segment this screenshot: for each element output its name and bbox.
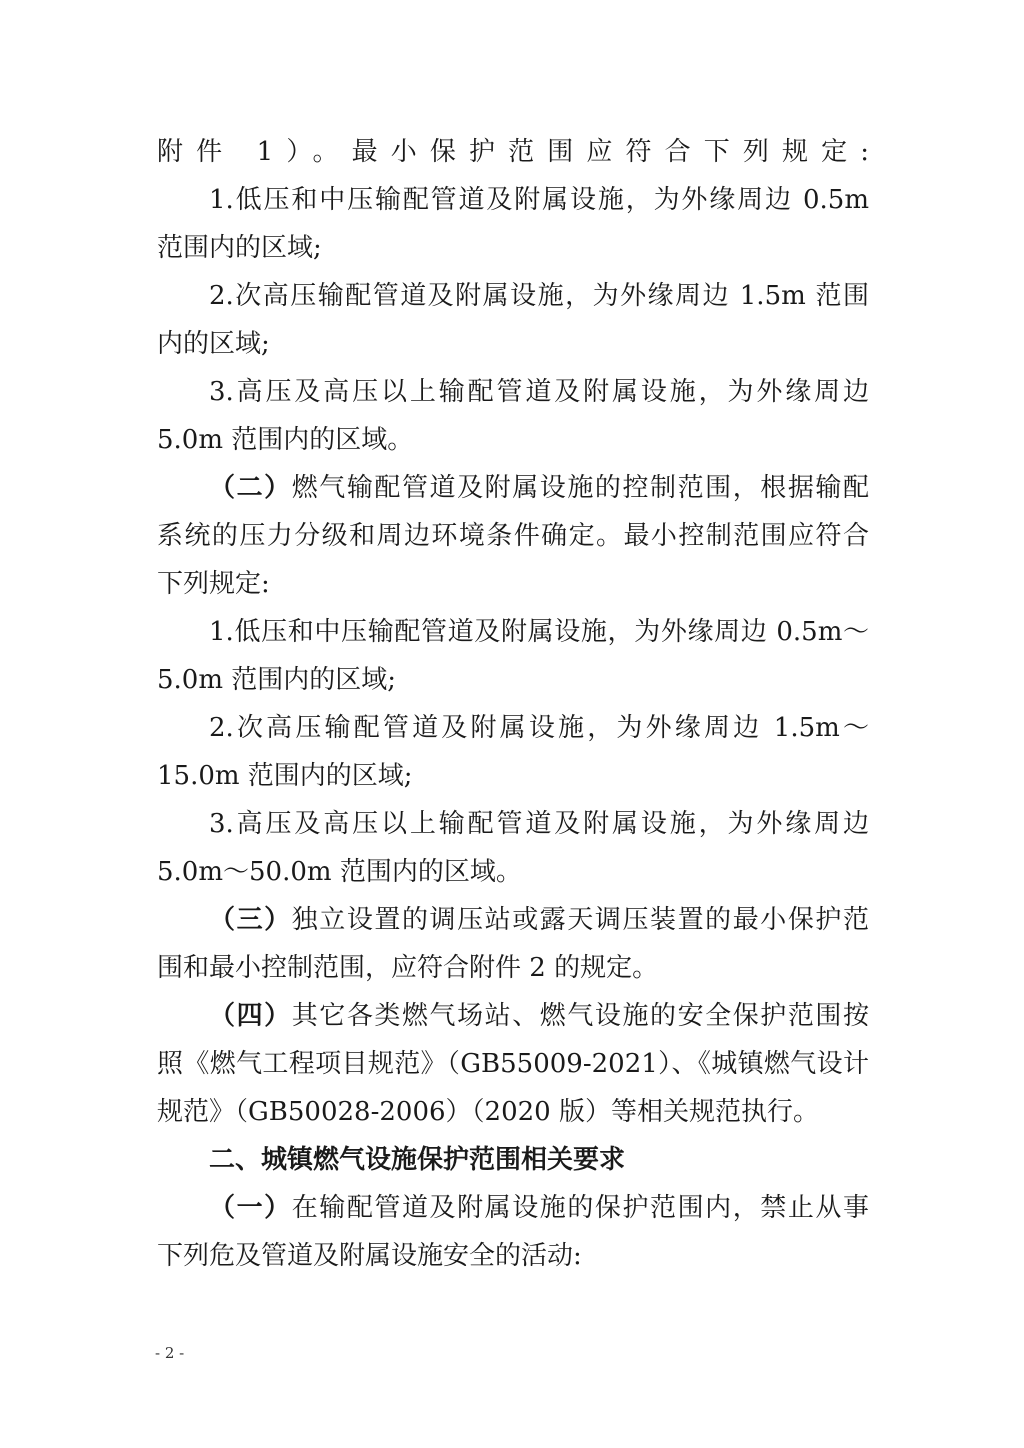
section-heading: 二、城镇燃气设施保护范围相关要求 [209, 1145, 626, 1175]
text-line: 5.0m～50.0m 范围内的区域。 [157, 857, 522, 887]
text-line: 下列危及管道及附属设施安全的活动: [157, 1241, 582, 1271]
text-line: 范围内的区域; [157, 233, 322, 263]
text-line: 2.次高压输配管道及附属设施，为外缘周边 1.5m～ [209, 713, 869, 743]
paragraph-line [157, 1184, 869, 1232]
paragraph-line [157, 992, 869, 1040]
text-line: 围和最小控制范围，应符合附件 2 的规定。 [157, 953, 659, 983]
text-line: 5.0m 范围内的区域; [157, 665, 397, 695]
page-number: - 2 - [155, 1344, 185, 1362]
paragraph-line [157, 464, 869, 512]
text-line: 下列规定: [157, 569, 270, 599]
text-span: 其它各类燃气场站、燃气设施的安全保护范围按 [291, 1001, 869, 1031]
section-marker: （一） [209, 1193, 292, 1223]
text-line: 附件 1）。最小保护范围应符合下列规定: [157, 137, 869, 167]
text-line: 3.高压及高压以上输配管道及附属设施，为外缘周边 [209, 809, 869, 839]
text-line: 规范》（GB50028-2006）（2020 版）等相关规范执行。 [157, 1097, 819, 1127]
section-marker: （四） [209, 1001, 292, 1031]
document-body [157, 128, 869, 1280]
section-marker: （二） [209, 473, 292, 503]
text-line: 2.次高压输配管道及附属设施，为外缘周边 1.5m 范围 [209, 281, 869, 311]
text-line: 内的区域; [157, 329, 270, 359]
text-span: 在输配管道及附属设施的保护范围内，禁止从事 [291, 1193, 869, 1223]
text-line: 照《燃气工程项目规范》（GB55009-2021）、《城镇燃气设计 [157, 1049, 869, 1079]
text-line: 1.低压和中压输配管道及附属设施，为外缘周边 0.5m [209, 185, 869, 215]
text-line: 5.0m 范围内的区域。 [157, 425, 414, 455]
text-line: 3.高压及高压以上输配管道及附属设施，为外缘周边 [209, 377, 869, 407]
paragraph-line [157, 896, 869, 944]
text-span: 燃气输配管道及附属设施的控制范围，根据输配 [291, 473, 869, 503]
text-line: 15.0m 范围内的区域; [157, 761, 413, 791]
text-line: 系统的压力分级和周边环境条件确定。最小控制范围应符合 [157, 521, 869, 551]
text-line: 1.低压和中压输配管道及附属设施，为外缘周边 0.5m～ [209, 617, 869, 647]
section-marker: （三） [209, 905, 292, 935]
text-span: 独立设置的调压站或露天调压装置的最小保护范 [291, 905, 869, 935]
